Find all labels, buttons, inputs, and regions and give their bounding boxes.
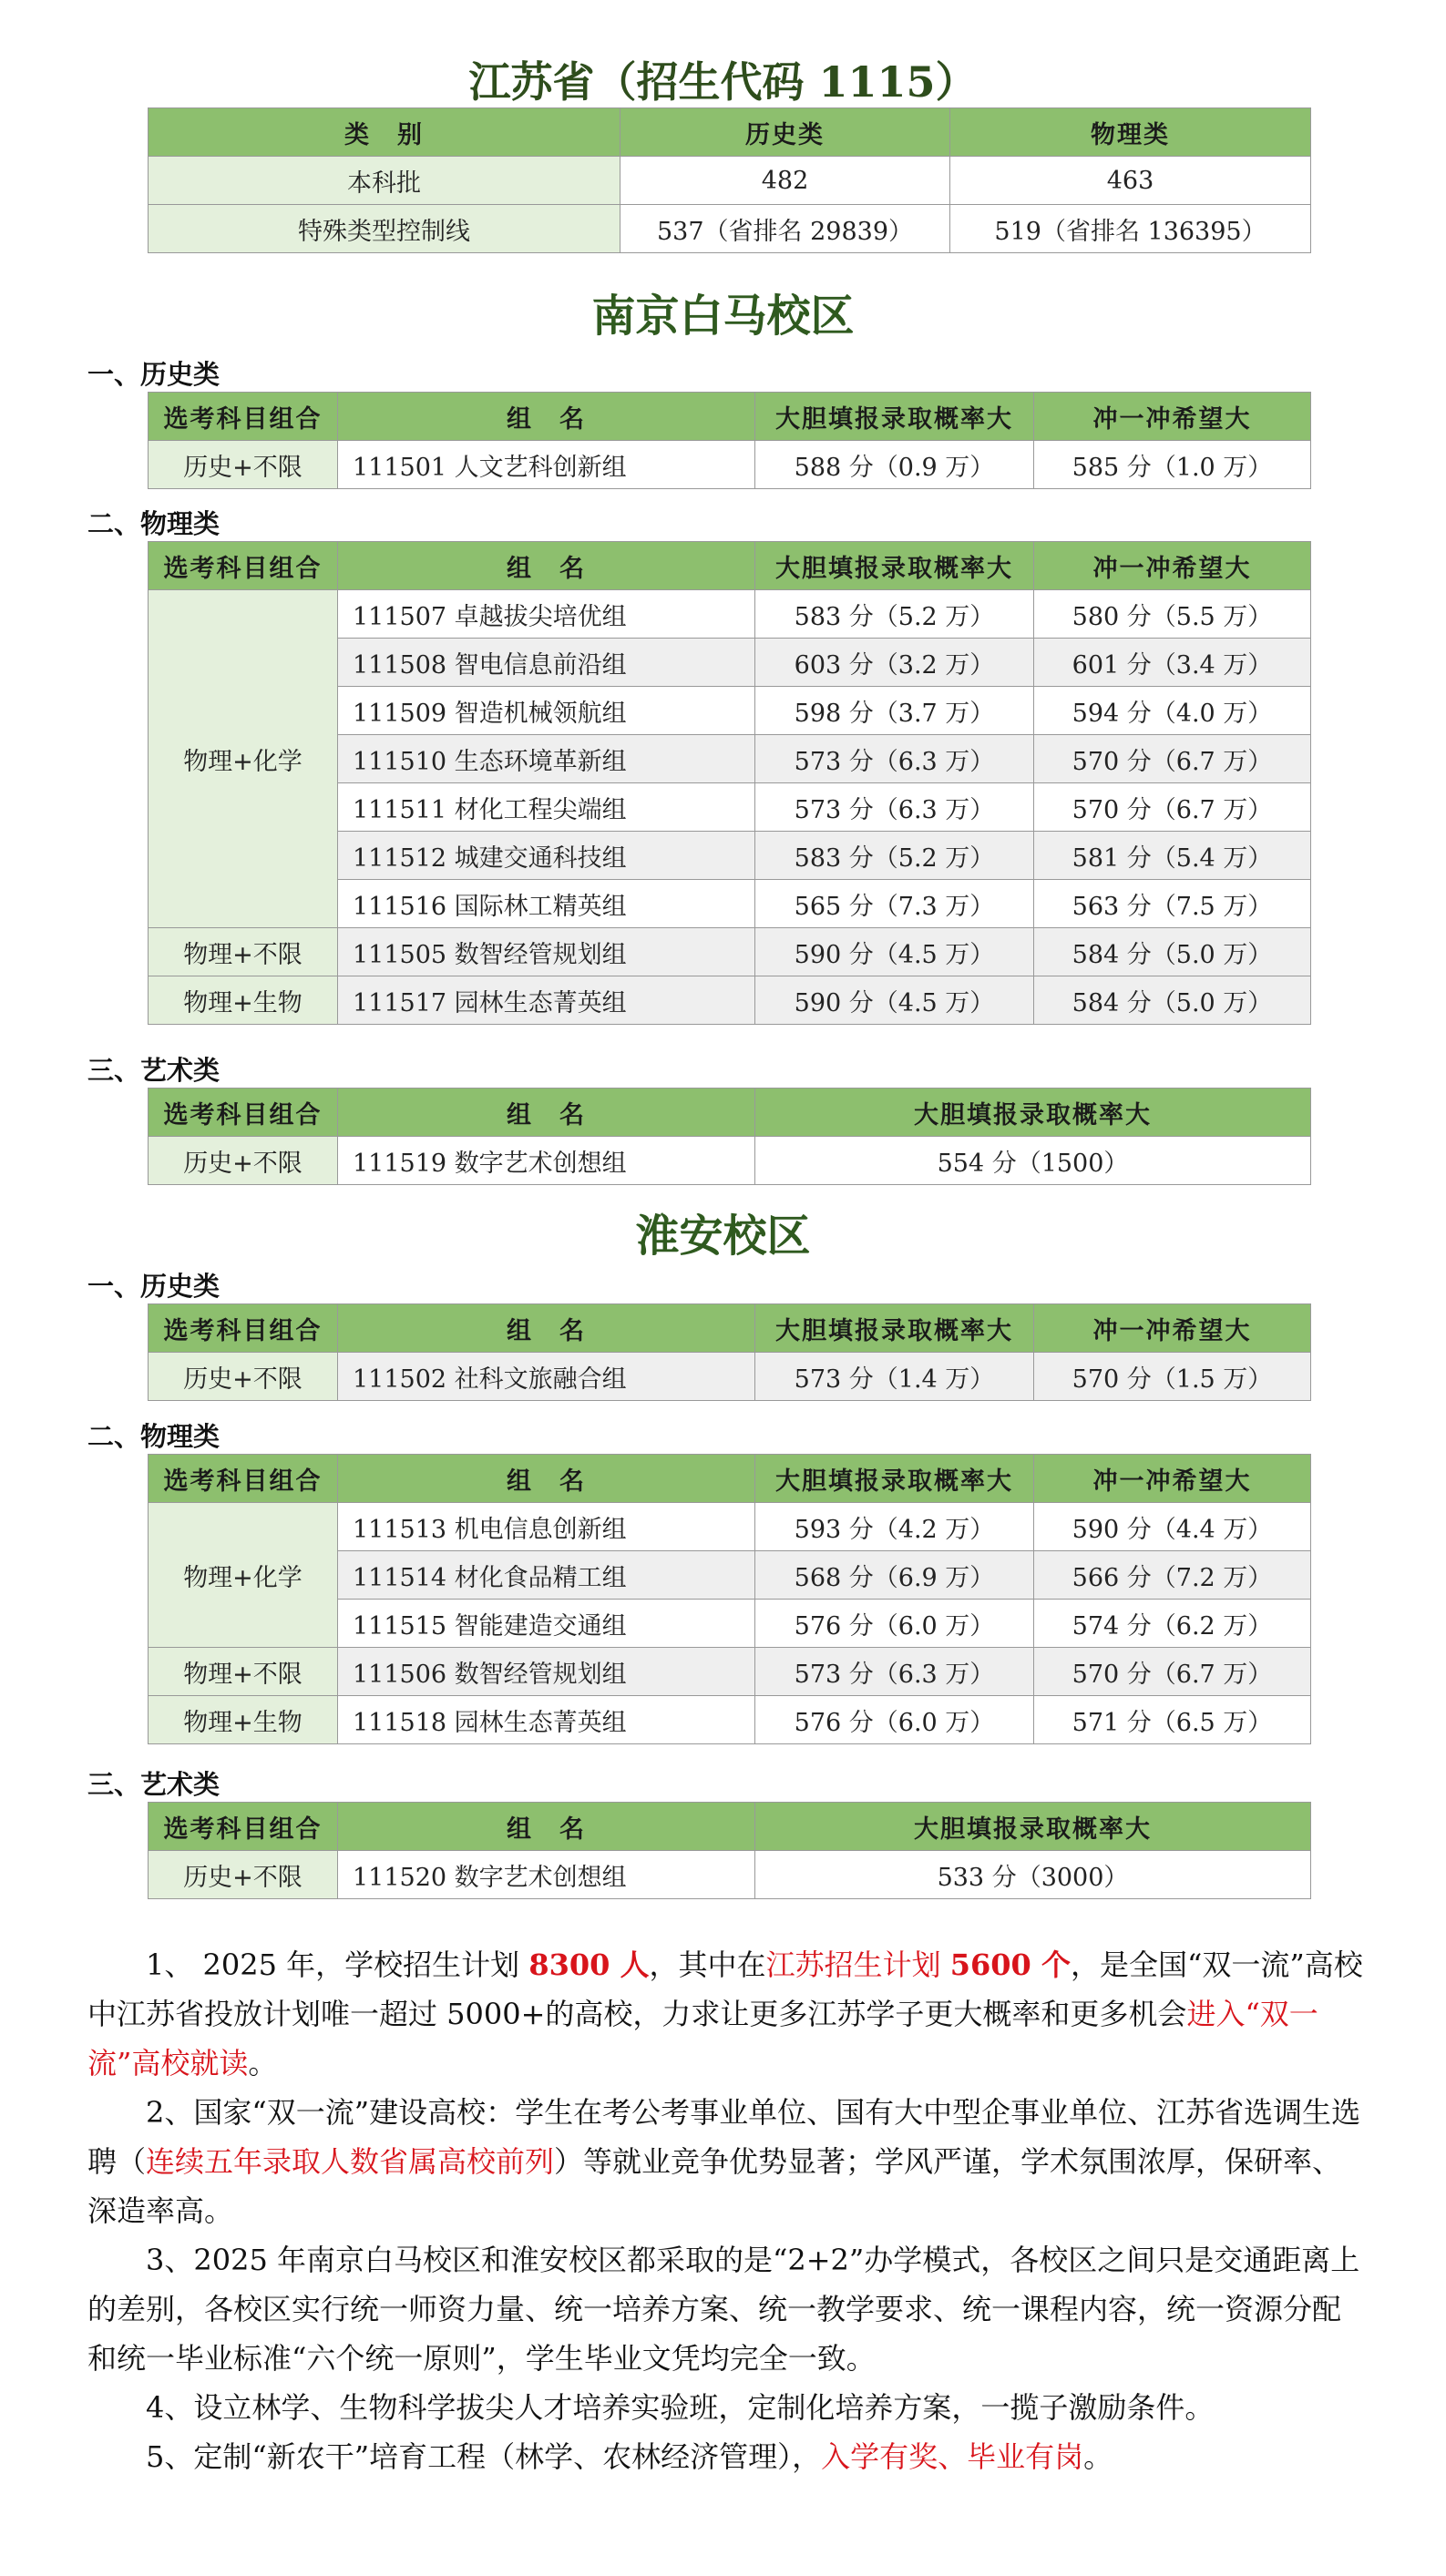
nanjing-history-table [148,392,1311,489]
safe-score: 588 分（0.9 万） [755,441,1034,489]
note-highlight: 连续五年录取人数省属高校前列 [146,2144,555,2179]
group-cell: 111517 园林生态菁英组 [338,976,755,1025]
province-table [148,107,1311,253]
header-category: 类 别 [149,108,620,157]
group-cell: 111508 智电信息前沿组 [338,639,755,687]
cell-value: 482 [620,157,950,205]
reach-score: 570 分（6.7 万） [1034,1648,1311,1696]
header-subject: 选考科目组合 [149,393,338,441]
header-safe: 大胆填报录取概率大 [755,1803,1311,1851]
group-cell: 111512 城建交通科技组 [338,832,755,880]
reach-score: 584 分（5.0 万） [1034,928,1311,976]
nanjing-art-heading: 三、艺术类 [87,1055,220,1086]
group-cell: 111514 材化食品精工组 [338,1551,755,1600]
reach-score: 584 分（5.0 万） [1034,976,1311,1025]
subject-cell: 历史+不限 [149,1137,338,1185]
reach-score: 566 分（7.2 万） [1034,1551,1311,1600]
header-group: 组 名 [338,1304,755,1353]
cell-value: 537（省排名 29839） [620,205,950,253]
safe-score: 576 分（6.0 万） [755,1600,1034,1648]
safe-score: 576 分（6.0 万） [755,1696,1034,1744]
safe-score: 593 分（4.2 万） [755,1503,1034,1551]
note-text: ）等就业竞争优势显著；学风严谨，学术氛围浓厚，保研率、深造率高。 [87,2144,1342,2228]
note-highlight: 江苏招生计划 [765,1947,950,1982]
header-history: 历史类 [620,108,950,157]
group-cell: 111507 卓越拔尖培优组 [338,590,755,639]
huaian-art-heading: 三、艺术类 [87,1769,220,1800]
nanjing-campus-title: 南京白马校区 [591,291,855,342]
safe-score: 603 分（3.2 万） [755,639,1034,687]
reach-score: 570 分（1.5 万） [1034,1353,1311,1401]
note-text: 。 [248,2046,278,2080]
note-text: 1、 2025 年，学校招生计划 [146,1947,529,1982]
subject-cell: 历史+不限 [149,1851,338,1899]
safe-score: 583 分（5.2 万） [755,590,1034,639]
notes-section [87,1940,1363,2481]
huaian-campus-title: 淮安校区 [635,1211,811,1262]
safe-score: 573 分（1.4 万） [755,1353,1034,1401]
note-highlight: 8300 人 [528,1947,650,1982]
group-cell: 111518 园林生态菁英组 [338,1696,755,1744]
huaian-physics-table [148,1454,1311,1744]
header-group: 组 名 [338,393,755,441]
group-cell: 111519 数字艺术创想组 [338,1137,755,1185]
safe-score: 573 分（6.3 万） [755,735,1034,783]
huaian-history-heading: 一、历史类 [87,1271,220,1302]
header-subject: 选考科目组合 [149,1304,338,1353]
reach-score: 570 分（6.7 万） [1034,783,1311,832]
header-safe: 大胆填报录取概率大 [755,1089,1311,1137]
safe-score: 590 分（4.5 万） [755,976,1034,1025]
subject-cell: 历史+不限 [149,1353,338,1401]
header-subject: 选考科目组合 [149,1455,338,1503]
reach-score: 585 分（1.0 万） [1034,441,1311,489]
note-5 [87,2432,1363,2481]
header-reach: 冲一冲希望大 [1034,1455,1311,1503]
note-text: 2、国家“双一流”建设高校：学生在考公考事业单位、国有大中型企事业单位、江苏省选调生选聘（ [87,2095,1361,2179]
group-cell: 111505 数智经管规划组 [338,928,755,976]
safe-score: 568 分（6.9 万） [755,1551,1034,1600]
reach-score: 563 分（7.5 万） [1034,880,1311,928]
group-cell: 111510 生态环境革新组 [338,735,755,783]
header-reach: 冲一冲希望大 [1034,393,1311,441]
note-4: 4、设立林学、生物科学拔尖人才培养实验班，定制化培养方案，一揽子激励条件。 [146,2390,1215,2425]
safe-score: 573 分（6.3 万） [755,1648,1034,1696]
reach-score: 581 分（5.4 万） [1034,832,1311,880]
subject-cell: 物理+化学 [149,1503,338,1648]
row-label: 本科批 [149,157,620,205]
nanjing-physics-heading: 二、物理类 [87,508,220,539]
cell-value: 463 [950,157,1311,205]
safe-score: 533 分（3000） [755,1851,1311,1899]
header-safe: 大胆填报录取概率大 [755,1304,1034,1353]
note-3: 3、2025 年南京白马校区和淮安校区都采取的是“2+2”办学模式，各校区之间只是交通距离上的差别，各校区实行统一师资力量、统一培养方案、统一教学要求、统一课程内容，统一资源分配和统一毕业标准“六个统一原则”，学生毕业文凭均完全一致。 [87,2243,1360,2376]
header-subject: 选考科目组合 [149,1803,338,1851]
huaian-history-table [148,1303,1311,1401]
group-cell: 111501 人文艺科创新组 [338,441,755,489]
group-cell: 111509 智造机械领航组 [338,687,755,735]
note-2 [87,2088,1363,2235]
header-group: 组 名 [338,542,755,590]
header-group: 组 名 [338,1803,755,1851]
safe-score: 598 分（3.7 万） [755,687,1034,735]
safe-score: 565 分（7.3 万） [755,880,1034,928]
safe-score: 590 分（4.5 万） [755,928,1034,976]
header-reach: 冲一冲希望大 [1034,542,1311,590]
header-subject: 选考科目组合 [149,542,338,590]
reach-score: 580 分（5.5 万） [1034,590,1311,639]
reach-score: 574 分（6.2 万） [1034,1600,1311,1648]
note-text: 。 [1083,2439,1113,2474]
reach-score: 594 分（4.0 万） [1034,687,1311,735]
safe-score: 573 分（6.3 万） [755,783,1034,832]
note-text: 5、定制“新农干”培育工程（林学、农林经济管理）， [146,2439,822,2474]
header-group: 组 名 [338,1455,755,1503]
huaian-physics-heading: 二、物理类 [87,1421,220,1452]
note-highlight: 5600 个 [949,1947,1071,1982]
note-text: ，其中在 [649,1947,766,1982]
subject-cell: 历史+不限 [149,441,338,489]
note-highlight: 进入“双一流”高校就读 [87,1997,1318,2080]
subject-cell: 物理+不限 [149,1648,338,1696]
reach-score: 601 分（3.4 万） [1034,639,1311,687]
nanjing-history-heading: 一、历史类 [87,359,220,390]
note-highlight: 入学有奖、毕业有岗 [821,2439,1084,2474]
header-group: 组 名 [338,1089,755,1137]
huaian-art-table [148,1802,1311,1899]
group-cell: 111502 社科文旅融合组 [338,1353,755,1401]
group-cell: 111511 材化工程尖端组 [338,783,755,832]
subject-cell: 物理+化学 [149,590,338,928]
note-1 [87,1940,1363,2088]
group-cell: 111516 国际林工精英组 [338,880,755,928]
header-safe: 大胆填报录取概率大 [755,393,1034,441]
header-physics: 物理类 [950,108,1311,157]
note-text: ，是全国“双一流”高校中江苏省投放计划唯一超过 5000+的高校，力求让更多江苏学子更大概率和更多机会 [87,1947,1363,2031]
header-safe: 大胆填报录取概率大 [755,542,1034,590]
reach-score: 590 分（4.4 万） [1034,1503,1311,1551]
header-safe: 大胆填报录取概率大 [755,1455,1034,1503]
cell-value: 519（省排名 136395） [950,205,1311,253]
subject-cell: 物理+生物 [149,1696,338,1744]
safe-score: 554 分（1500） [755,1137,1311,1185]
group-cell: 111515 智能建造交通组 [338,1600,755,1648]
province-title: 江苏省（招生代码 1115） [468,57,978,107]
subject-cell: 物理+不限 [149,928,338,976]
nanjing-art-table [148,1088,1311,1185]
group-cell: 111506 数智经管规划组 [338,1648,755,1696]
header-reach: 冲一冲希望大 [1034,1304,1311,1353]
reach-score: 570 分（6.7 万） [1034,735,1311,783]
subject-cell: 物理+生物 [149,976,338,1025]
safe-score: 583 分（5.2 万） [755,832,1034,880]
group-cell: 111513 机电信息创新组 [338,1503,755,1551]
header-subject: 选考科目组合 [149,1089,338,1137]
row-label: 特殊类型控制线 [149,205,620,253]
group-cell: 111520 数字艺术创想组 [338,1851,755,1899]
reach-score: 571 分（6.5 万） [1034,1696,1311,1744]
nanjing-physics-table [148,541,1311,1025]
